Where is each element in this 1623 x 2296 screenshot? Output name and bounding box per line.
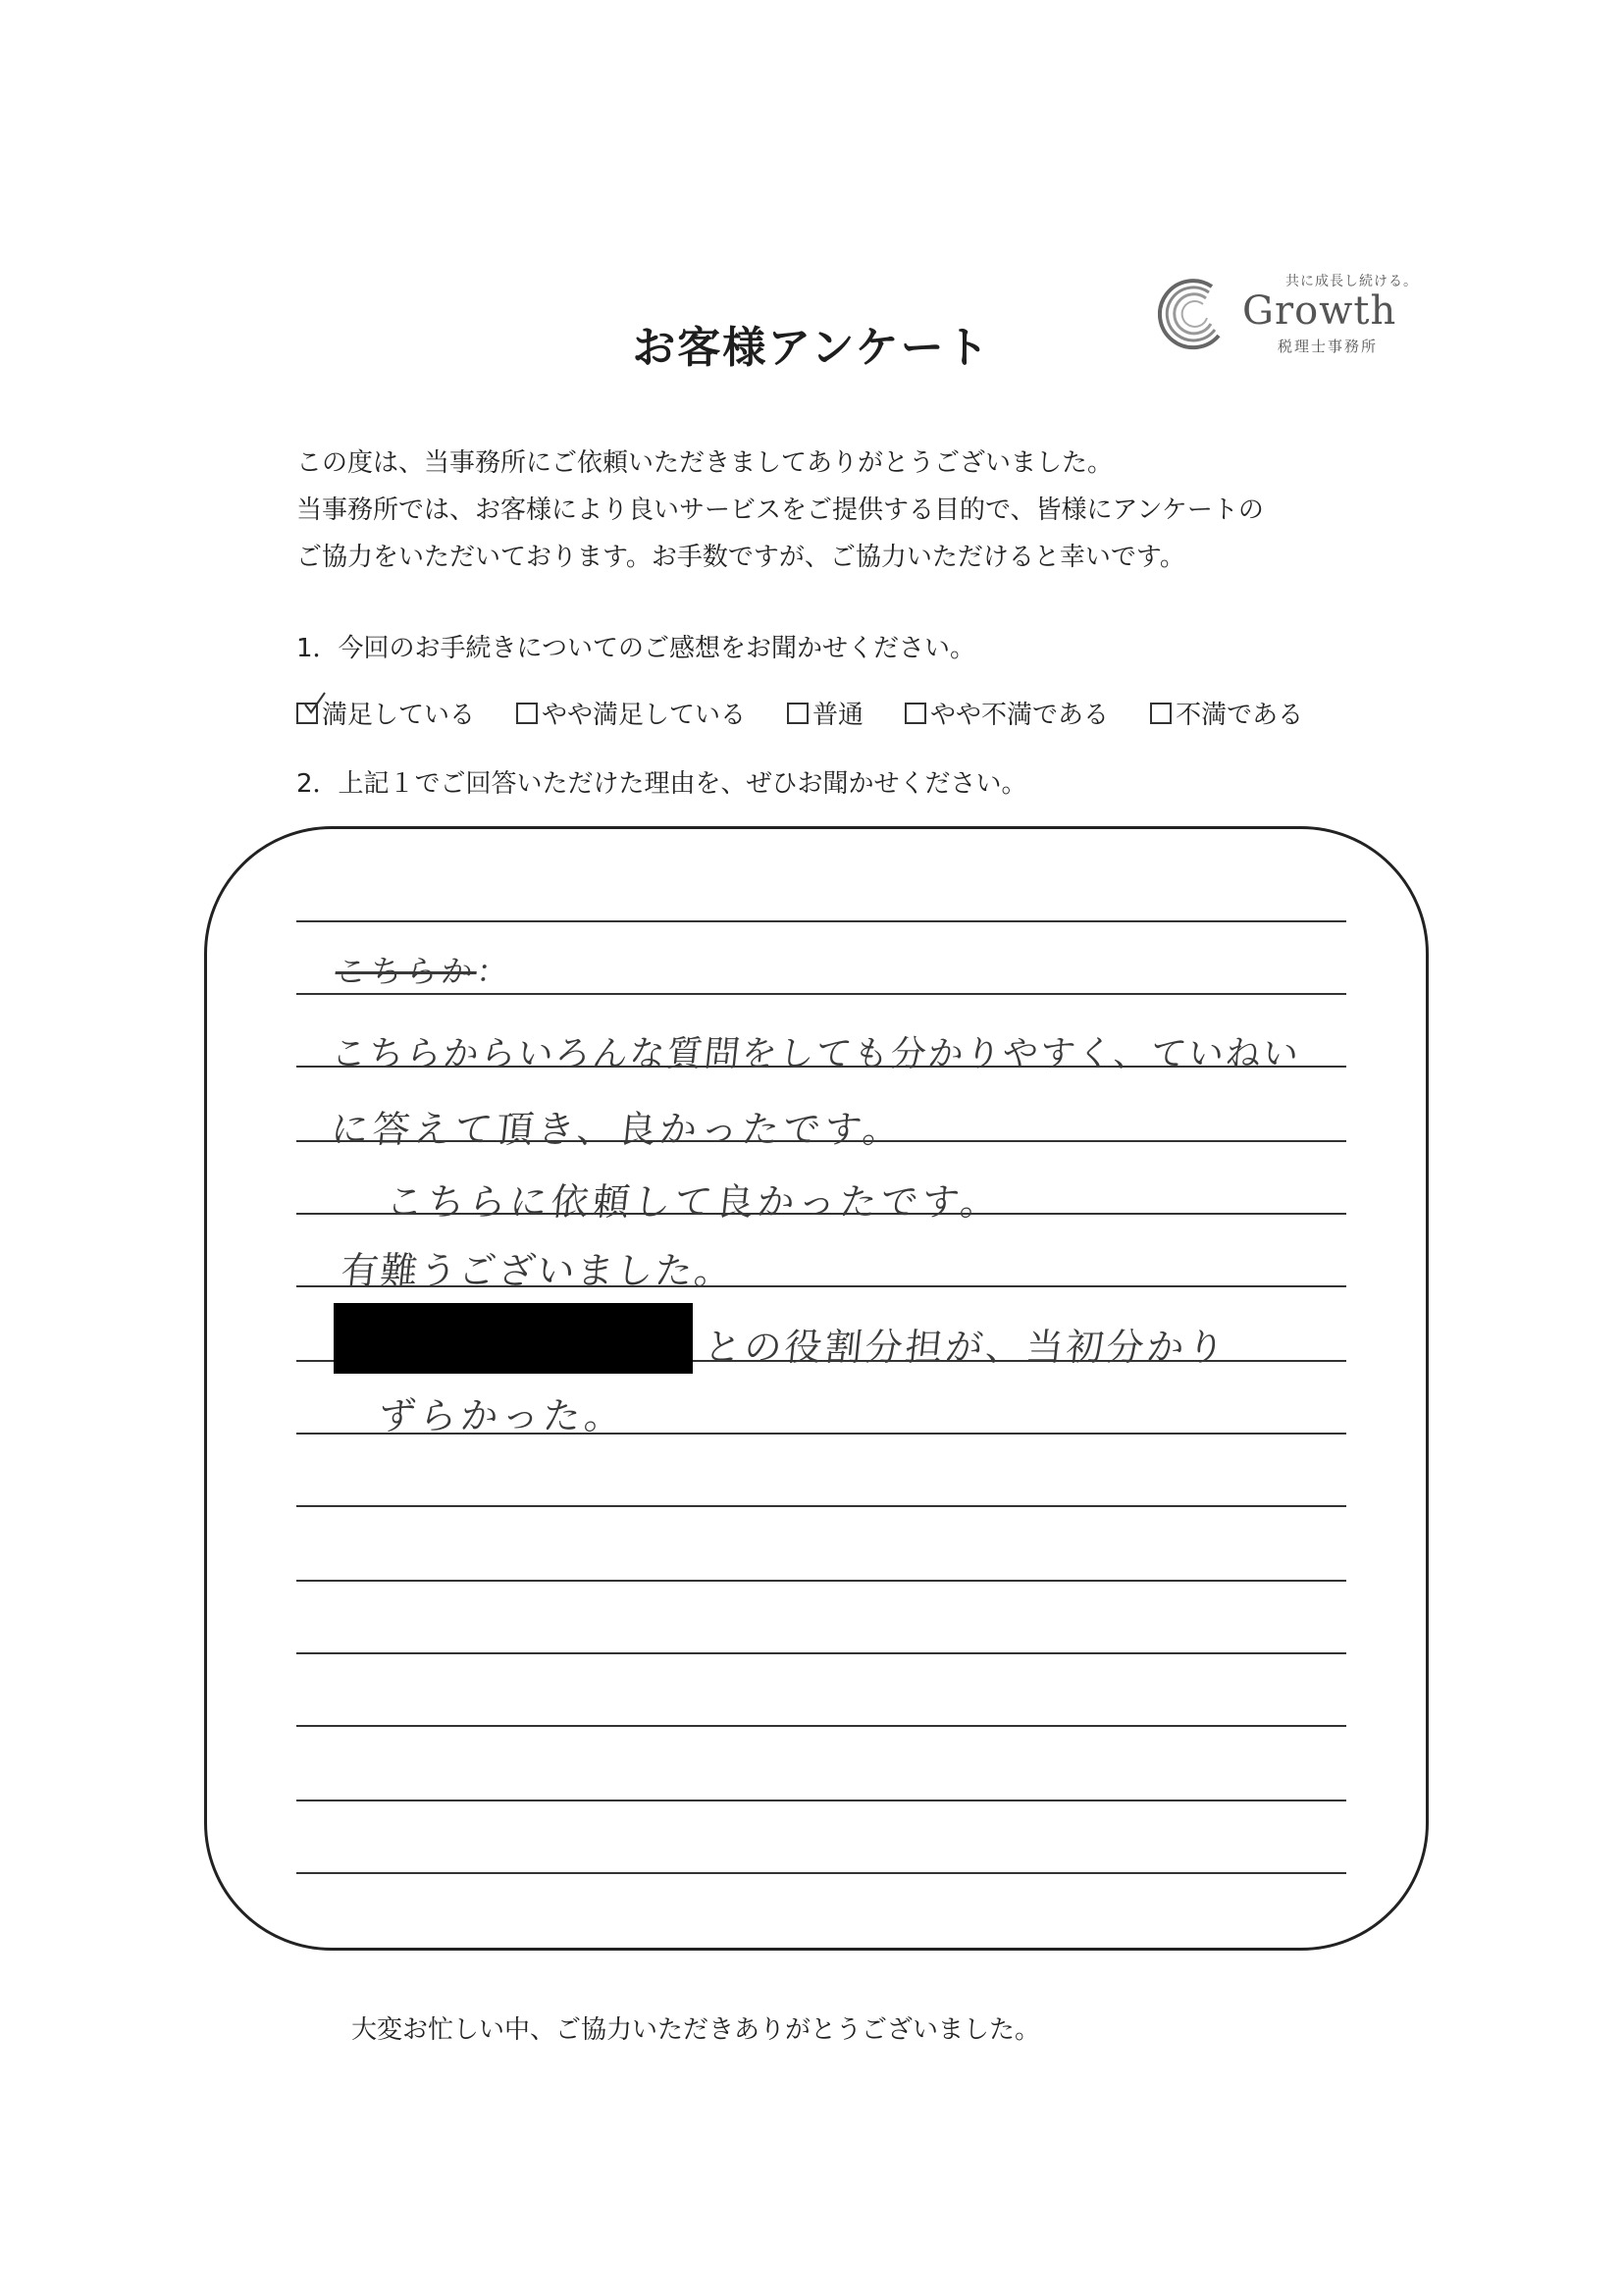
checkmark-icon [302, 691, 328, 716]
option-label: 不満である [1176, 701, 1304, 730]
handwritten-line-2: に答えて頂き、良かったです。 [329, 1108, 907, 1151]
closing-message: 大変お忙しい中、ご協力いただきありがとうございました。 [351, 2015, 1041, 2045]
handwritten-line-3: こちらに依頼して良かったです。 [384, 1180, 1004, 1224]
logo-tagline: 共に成長し続ける。 [1285, 274, 1418, 289]
option-dissatisfied[interactable] [1150, 695, 1303, 731]
logo-subtitle: 税理士事務所 [1278, 338, 1379, 355]
intro-paragraph [296, 440, 1264, 581]
intro-line: 当事務所では、お客様により良いサービスをご提供する目的で、皆様にアンケートの [296, 496, 1264, 525]
checkbox-dissatisfied[interactable] [1150, 703, 1172, 724]
struck-word: こちらか [333, 953, 479, 990]
option-label: 満足している [322, 701, 476, 730]
option-label: やや不満である [930, 701, 1110, 730]
option-label: 普通 [812, 701, 864, 730]
question-2: 2．上記１でご回答いただけた理由を、ぜひお聞かせください。 [296, 769, 1027, 799]
handwritten-line-5: との役割分担が、当初分かり [702, 1326, 1230, 1369]
ruled-line [296, 1652, 1346, 1654]
checkbox-somewhat-dissatisfied[interactable] [905, 703, 926, 724]
ruled-line [296, 920, 1346, 922]
ruled-line [296, 1505, 1346, 1507]
satisfaction-options [296, 695, 1344, 731]
handwritten-line-1: こちらからいろんな質問をしても分かりやすく、ていねい [329, 1034, 1303, 1074]
ruled-line [296, 1725, 1346, 1727]
struck-suffix: ： [474, 953, 514, 990]
handwritten-line-6: ずらかった。 [376, 1394, 628, 1437]
redacted-block [334, 1303, 693, 1374]
option-label: やや満足している [542, 701, 747, 730]
ruled-line [296, 1580, 1346, 1582]
checkbox-satisfied[interactable] [296, 703, 318, 724]
option-satisfied[interactable] [296, 695, 475, 731]
page-title: お客様アンケート [632, 323, 991, 373]
ruled-line [296, 1872, 1346, 1874]
ruled-line [296, 1800, 1346, 1801]
option-somewhat-satisfied[interactable] [516, 695, 746, 731]
ruled-line [296, 993, 1346, 995]
handwritten-struck-text [334, 947, 515, 992]
option-neutral[interactable] [787, 695, 864, 731]
question-1: 1．今回のお手続きについてのご感想をお聞かせください。 [296, 634, 976, 663]
option-somewhat-dissatisfied[interactable] [905, 695, 1109, 731]
logo-name: Growth [1242, 288, 1397, 334]
handwritten-line-4: 有難うございました。 [339, 1249, 736, 1292]
checkbox-somewhat-satisfied[interactable] [516, 703, 538, 724]
intro-line: この度は、当事務所にご依頼いただきましてありがとうございました。 [296, 448, 1114, 478]
intro-line: ご協力をいただいております。お手数ですが、ご協力いただけると幸いです。 [296, 543, 1185, 572]
checkbox-neutral[interactable] [787, 703, 809, 724]
